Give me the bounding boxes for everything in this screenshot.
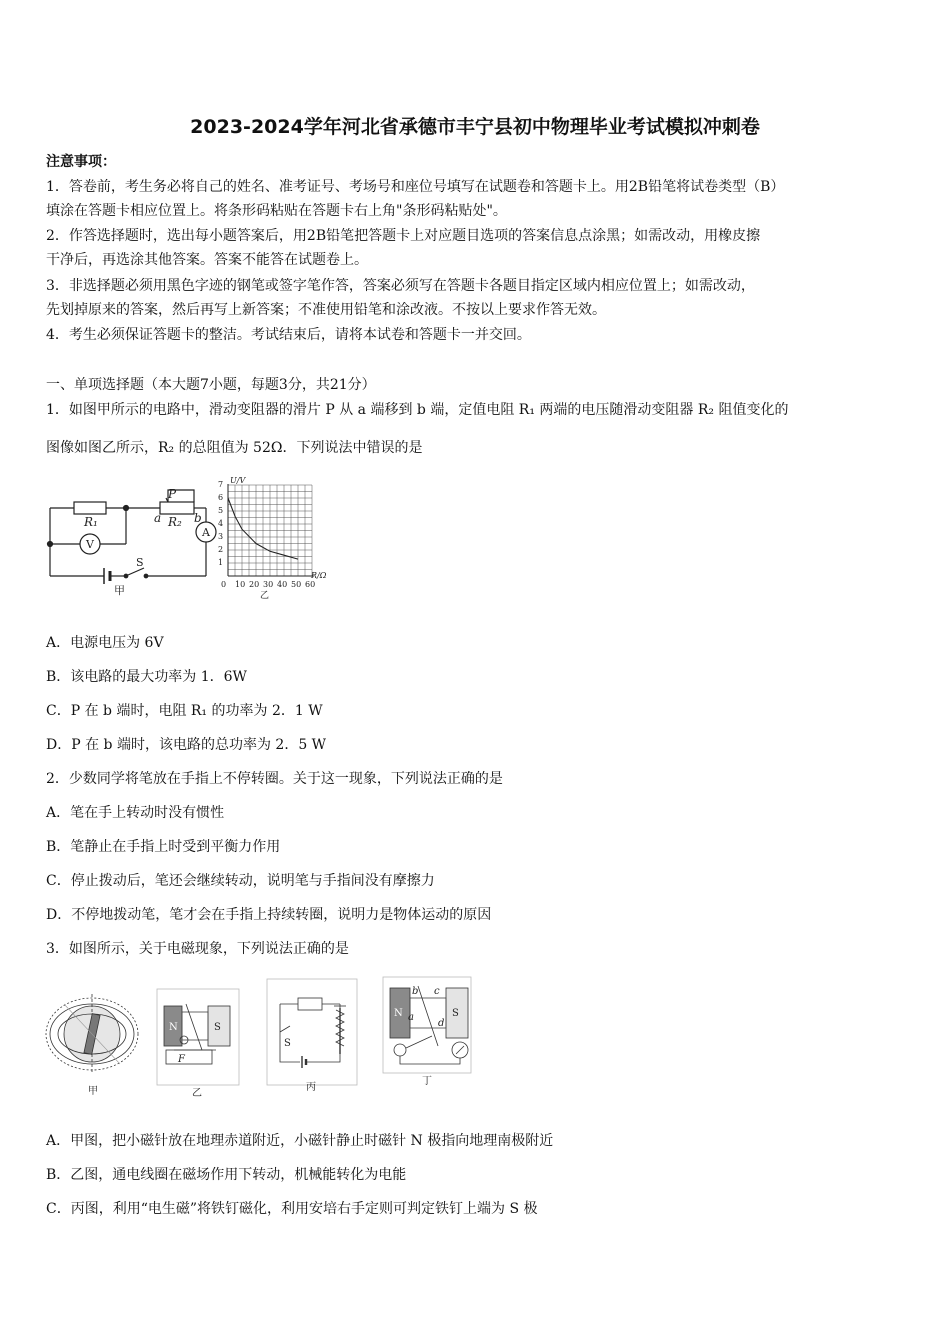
- label-n: N: [169, 1022, 178, 1033]
- question-1-stem: 1．如图甲所示的电路中，滑动变阻器的滑片 P 从 a 端移到 b 端，定值电阻 R₁ 两端的电压随滑动变阻器 R₂ 阻值变化的: [46, 402, 789, 418]
- y-tick: 5: [218, 506, 224, 515]
- q1-option-b: B．该电路的最大功率为 1．6W: [46, 669, 247, 685]
- q1-option-a: A．电源电压为 6V: [46, 635, 164, 651]
- caption-jia: 甲: [88, 1086, 98, 1097]
- label-a: a: [154, 511, 162, 525]
- notice-line: 先划掉原来的答案，然后再写上新答案；不准使用铅笔和涂改液。不按以上要求作答无效。: [46, 302, 606, 318]
- q2-option-b: B．笔静止在手指上时受到平衡力作用: [46, 839, 281, 855]
- graph-y-label: U/V: [230, 476, 246, 485]
- y-tick: 4: [218, 519, 224, 528]
- label-n: N: [394, 1008, 403, 1019]
- q1-option-c: C．P 在 b 端时，电阻 R₁ 的功率为 2．1 W: [46, 703, 323, 719]
- label-ammeter: A: [202, 526, 210, 539]
- circuit-diagram: [44, 476, 227, 596]
- y-tick: 2: [218, 545, 224, 554]
- x-tick: 0: [221, 580, 227, 589]
- q3-option-b: B．乙图，通电线圈在磁场作用下转动，机械能转化为电能: [46, 1167, 407, 1183]
- voltage-resistance-graph: [212, 474, 342, 600]
- resistor-r2: [160, 502, 194, 514]
- notice-line: 1．答卷前，考生务必将自己的姓名、准考证号、考场号和座位号填写在试题卷和答题卡上。用2B铅笔将试卷类型（B）: [46, 179, 785, 195]
- caption-yi: 乙: [192, 1088, 202, 1099]
- x-tick: 50: [291, 580, 302, 589]
- graph-x-label: R/Ω: [311, 571, 327, 580]
- q2-option-d: D．不停地拨动笔，笔才会在手指上持续转圈，说明力是物体运动的原因: [46, 907, 492, 923]
- electromagnet-figure: [266, 978, 358, 1096]
- q2-option-a: A．笔在手上转动时没有惯性: [46, 805, 225, 821]
- notice-line: 3．非选择题必须用黑色字迹的钢笔或签字笔作答，答案必须写在答题卡各题目指定区域内相应位置上；如需改动，: [46, 278, 755, 294]
- label-b: b: [412, 986, 419, 997]
- notice-line: 干净后，再选涂其他答案。答案不能答在试题卷上。: [46, 252, 368, 268]
- label-s: S: [214, 1022, 221, 1033]
- x-tick: 10: [235, 580, 246, 589]
- x-tick: 30: [263, 580, 274, 589]
- x-tick: 60: [305, 580, 316, 589]
- page-title: 2023-2024学年河北省承德市丰宁县初中物理毕业考试模拟冲刺卷: [190, 116, 760, 138]
- earth-magnetic-field-figure: [44, 990, 144, 1100]
- label-r1: R₁: [84, 515, 98, 529]
- y-tick: 6: [218, 493, 224, 502]
- label-s: S: [452, 1008, 459, 1019]
- notice-line: 2．作答选择题时，选出每小题答案后，用2B铅笔把答题卡上对应题目选项的答案信息点涂黑；如需改动，用橡皮擦: [46, 228, 761, 244]
- label-d: d: [438, 1018, 445, 1029]
- label-v: V: [86, 538, 94, 551]
- resistor-r1: [74, 502, 106, 514]
- x-tick: 40: [277, 580, 288, 589]
- caption-bing: 丙: [306, 1082, 316, 1093]
- label-f: F: [178, 1054, 185, 1065]
- notice-heading: 注意事项：: [46, 154, 116, 170]
- caption-ding: 丁: [422, 1076, 432, 1087]
- question-3-stem: 3．如图所示，关于电磁现象，下列说法正确的是: [46, 941, 349, 957]
- label-c: c: [434, 986, 440, 997]
- label-s: S: [136, 556, 144, 569]
- q3-option-a: A．甲图，把小磁针放在地理赤道附近，小磁针静止时磁针 N 极指向地理南极附近: [46, 1133, 554, 1149]
- question-1-stem-cont: 图像如图乙所示，R₂ 的总阻值为 52Ω．下列说法中错误的是: [46, 440, 423, 456]
- generator-figure: [382, 976, 472, 1088]
- y-tick: 1: [218, 558, 224, 567]
- q1-option-d: D．P 在 b 端时，该电路的总功率为 2．5 W: [46, 737, 327, 753]
- motor-figure: [156, 988, 240, 1100]
- q3-option-c: C．丙图，利用“电生磁”将铁钉磁化，利用安培右手定则可判定铁钉上端为 S 极: [46, 1201, 538, 1217]
- label-b: b: [194, 511, 202, 525]
- question-2-stem: 2．少数同学将笔放在手指上不停转圈。关于这一现象，下列说法正确的是: [46, 771, 503, 787]
- q2-option-c: C．停止拨动后，笔还会继续转动，说明笔与手指间没有摩擦力: [46, 873, 435, 889]
- x-tick: 20: [249, 580, 260, 589]
- label-r2: R₂: [168, 515, 182, 529]
- label-s-switch: S: [284, 1038, 291, 1049]
- notice-line: 4．考生必须保证答题卡的整洁。考试结束后，请将本试卷和答题卡一并交回。: [46, 327, 531, 343]
- section-heading: 一、单项选择题（本大题7小题，每题3分，共21分）: [46, 377, 376, 393]
- y-tick: 7: [218, 480, 224, 489]
- notice-line: 填涂在答题卡相应位置上。将条形码粘贴在答题卡右上角"条形码粘贴处"。: [46, 203, 507, 219]
- label-a: a: [408, 1012, 414, 1023]
- caption-yi: 乙: [260, 591, 270, 600]
- caption-jia: 甲: [114, 584, 125, 596]
- label-p: P: [168, 487, 177, 501]
- y-tick: 3: [218, 532, 224, 541]
